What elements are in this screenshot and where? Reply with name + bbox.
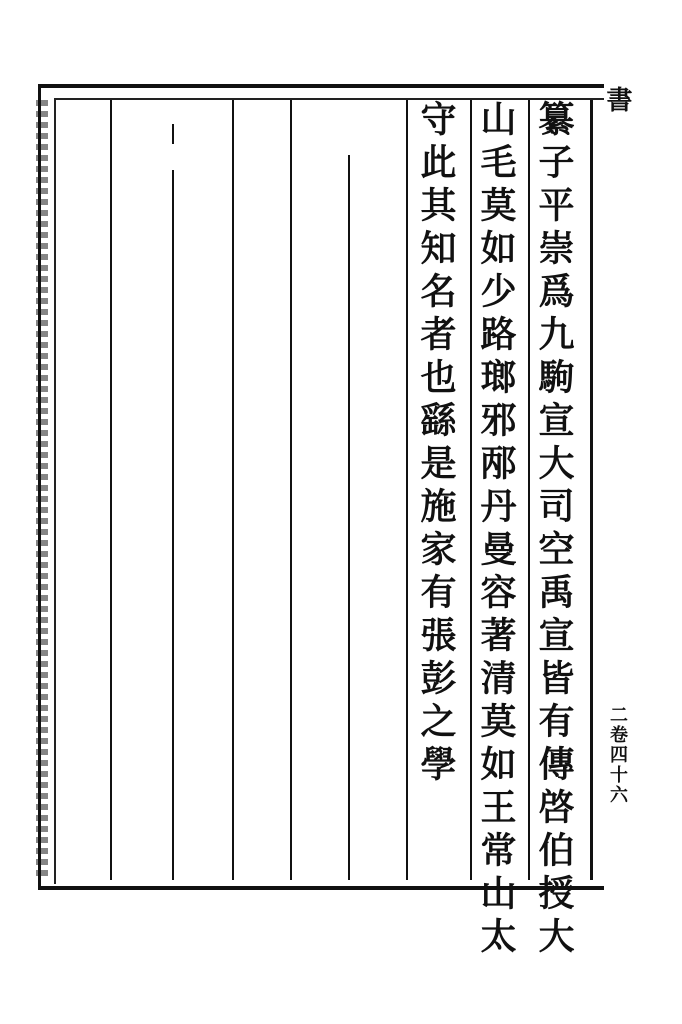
column-rule: [110, 100, 112, 880]
inner-frame: [54, 98, 604, 884]
column-rule: [406, 100, 408, 880]
text-column-1: 纂子平崇爲九駒宣大司空禹宣皆有傳啓伯授大: [533, 100, 575, 960]
text-column-3: 守此其知名者也繇是施家有張彭之學: [415, 100, 457, 788]
column-rule: [528, 100, 530, 880]
column-rule: [590, 100, 593, 880]
column-rule: [348, 155, 350, 880]
text-column-2: 山毛莫如少路瑯邪邴丹曼容著清莫如王常山太: [475, 100, 517, 960]
column-rule: [172, 170, 174, 880]
column-rule: [470, 100, 472, 880]
margin-header: 書: [602, 86, 632, 116]
margin-footer: 二卷四十六: [607, 705, 628, 805]
column-rule: [232, 100, 234, 880]
column-rule-fragment: [172, 124, 174, 144]
column-rule: [290, 100, 292, 880]
